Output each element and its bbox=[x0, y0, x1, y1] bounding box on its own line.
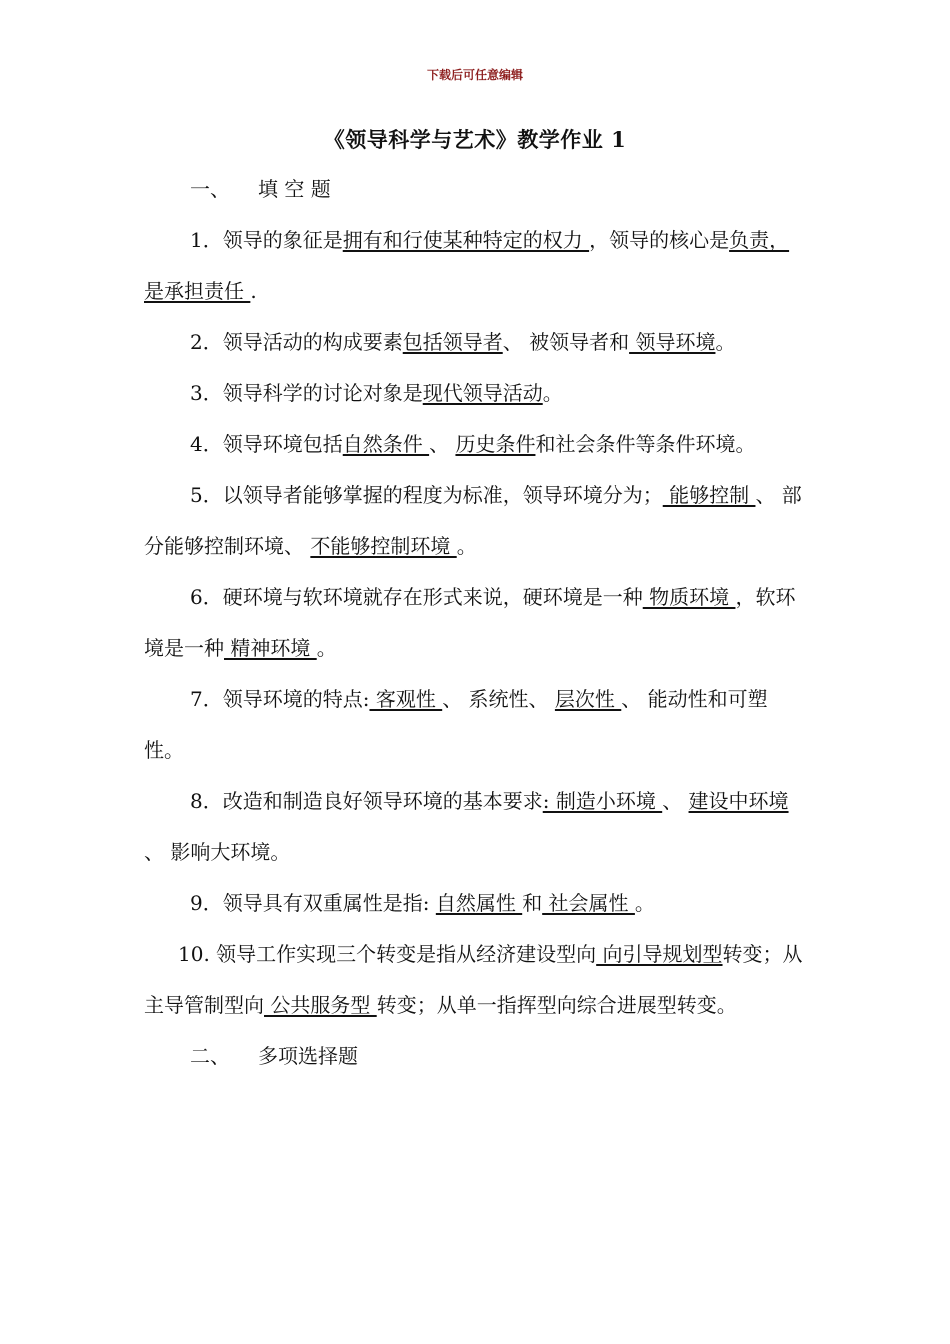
answer-blank: 能够控制 bbox=[662, 483, 756, 507]
answer-blank: 自然条件 bbox=[342, 432, 430, 456]
watermark-text: 下载后可任意编辑 bbox=[426, 68, 523, 82]
answer-blank: 现代领导活动 bbox=[422, 381, 543, 405]
question-text: 1．领导的象征是 bbox=[190, 228, 343, 252]
section-number: 一、 bbox=[190, 177, 230, 201]
question-5 bbox=[144, 470, 804, 572]
question-text: 。 bbox=[542, 381, 563, 405]
question-9 bbox=[144, 878, 804, 929]
question-text: 7．领导环境的特点: bbox=[190, 687, 370, 711]
answer-blank: 层次性 bbox=[554, 687, 622, 711]
question-text: ，软环境是一种 bbox=[144, 585, 796, 660]
question-text: 3．领导科学的讨论对象是 bbox=[190, 381, 423, 405]
question-text: 8．改造和制造良好领导环境的基本要求 bbox=[190, 789, 543, 813]
question-text: 转变；从主导管制型向 bbox=[144, 942, 803, 1017]
answer-blank: 自然属性 bbox=[435, 891, 523, 915]
question-text: 转变；从单一指挥型向综合进展型转变。 bbox=[376, 993, 737, 1017]
question-text: 5．以领导者能够掌握的程度为标准，领导环境分为； bbox=[190, 483, 663, 507]
question-text: 和 bbox=[522, 891, 543, 915]
section-label: 多项选择题 bbox=[258, 1044, 358, 1068]
question-text: 、 部分能够控制环境、 bbox=[144, 483, 802, 558]
answer-blank: 客观性 bbox=[369, 687, 443, 711]
question-8 bbox=[144, 776, 804, 878]
question-text: 、 能动性和可塑性。 bbox=[144, 687, 768, 762]
question-text: 、 被领导者和 bbox=[502, 330, 630, 354]
question-text: 10. 领导工作实现三个转变是指从经济建设型向 bbox=[178, 942, 597, 966]
question-3 bbox=[144, 368, 804, 419]
answer-blank: 包括领导者 bbox=[402, 330, 503, 354]
question-7 bbox=[144, 674, 804, 776]
question-text: . bbox=[250, 279, 257, 303]
answer-blank: 不能够控制环境 bbox=[310, 534, 457, 558]
question-6 bbox=[144, 572, 804, 674]
question-text: 。 bbox=[634, 891, 655, 915]
question-text: 。 bbox=[456, 534, 477, 558]
answer-blank: 物质环境 bbox=[642, 585, 736, 609]
question-text: 、 bbox=[662, 789, 689, 813]
question-text: 。 bbox=[316, 636, 337, 660]
question-text: 6．硬环境与软环境就存在形式来说，硬环境是一种 bbox=[190, 585, 643, 609]
question-text: 和社会条件等条件环境。 bbox=[535, 432, 756, 456]
answer-blank: 负责，是承担责任 bbox=[144, 228, 790, 303]
answer-blank: 向引导规划型 bbox=[596, 942, 723, 966]
section-heading-fill-in bbox=[144, 164, 804, 215]
question-text: 、 影响大环境。 bbox=[144, 840, 291, 864]
question-text: 、 bbox=[429, 432, 456, 456]
section-number: 二、 bbox=[190, 1044, 230, 1068]
answer-blank: 领导环境 bbox=[629, 330, 716, 354]
question-text: 4．领导环境包括 bbox=[190, 432, 343, 456]
question-2 bbox=[144, 317, 804, 368]
answer-blank: 历史条件 bbox=[455, 432, 536, 456]
section-label: 填 空 题 bbox=[258, 177, 331, 201]
document-body bbox=[144, 164, 804, 1082]
answer-blank: 社会属性 bbox=[542, 891, 635, 915]
answer-blank: 精神环境 bbox=[224, 636, 317, 660]
question-10 bbox=[144, 929, 804, 1031]
question-text: 9．领导具有双重属性是指: bbox=[190, 891, 436, 915]
answer-blank: 拥有和行使某种特定的权力 bbox=[342, 228, 590, 252]
question-text: 。 bbox=[715, 330, 736, 354]
question-list bbox=[144, 215, 804, 1031]
question-text: 2．领导活动的构成要素 bbox=[190, 330, 403, 354]
question-text: ，领导的核心是 bbox=[589, 228, 730, 252]
answer-blank: 建设中环境 bbox=[688, 789, 789, 813]
answer-blank: : 制造小环境 bbox=[542, 789, 663, 813]
question-text: 、 系统性、 bbox=[442, 687, 555, 711]
answer-blank: 公共服务型 bbox=[264, 993, 377, 1017]
question-4 bbox=[144, 419, 804, 470]
section-heading-multiple-choice bbox=[144, 1031, 804, 1082]
document-title: 《领导科学与艺术》教学作业 1 bbox=[323, 127, 627, 152]
question-1 bbox=[144, 215, 804, 317]
